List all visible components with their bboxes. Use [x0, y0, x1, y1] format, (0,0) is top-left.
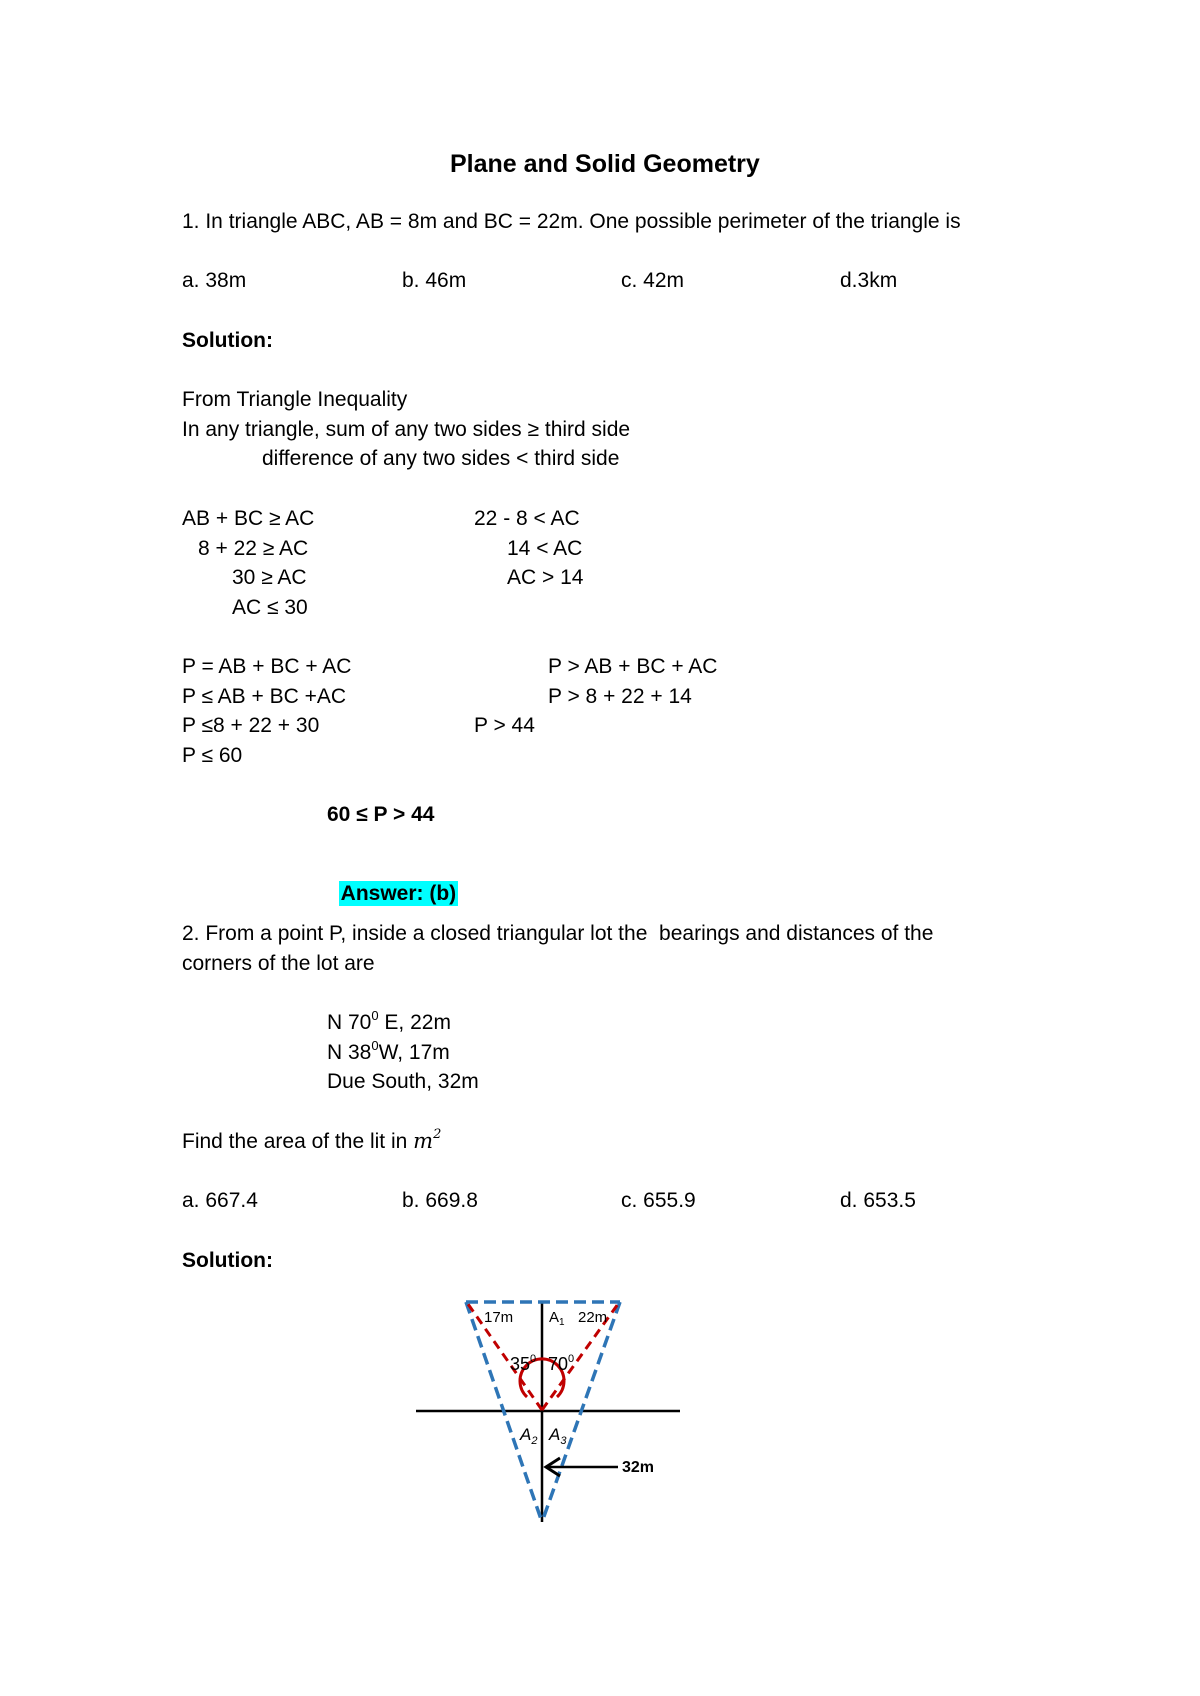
q1-right-step: 14 < AC	[507, 537, 583, 560]
q2-solution-label: Solution:	[182, 1249, 273, 1272]
q1-p-right: P > AB + BC + AC	[548, 655, 718, 678]
q1-choice-d: d.3km	[840, 269, 898, 292]
question-2-text: 2. From a point P, inside a closed triangular lot the bearings and distances of the	[182, 922, 934, 945]
label-17m: 17m	[484, 1309, 514, 1326]
q2-choice-b: b. 669.8	[402, 1189, 478, 1212]
q2-find-area: Find the area of the lit in $m^2$	[182, 1127, 442, 1153]
q1-right-step: AC > 14	[507, 566, 584, 589]
q2-choice-a: a. 667.4	[182, 1189, 258, 1212]
label-32m: 32m	[622, 1459, 655, 1476]
m-squared: $m^2$	[413, 1127, 442, 1153]
q1-left-step: AC ≤ 30	[232, 596, 308, 619]
q1-p-left: P = AB + BC + AC	[182, 655, 352, 678]
q1-choice-a: a. 38m	[182, 269, 247, 292]
q1-right-step: 22 - 8 < AC	[474, 507, 580, 530]
q1-choice-b: b. 46m	[402, 269, 467, 292]
q1-line-sum: In any triangle, sum of any two sides ≥ third side	[182, 418, 631, 441]
q1-line-inequality: From Triangle Inequality	[182, 388, 408, 411]
q2-bearing-1: N $70^0$ E, 22m	[327, 1008, 451, 1034]
q2-bearing-3: Due South, 32m	[327, 1070, 479, 1093]
q2-choice-c: c. 655.9	[621, 1189, 696, 1212]
q1-left-step: AB + BC ≥ AC	[182, 507, 315, 530]
answer-highlight: Answer: (b)	[340, 882, 457, 905]
question-1-text: 1. In triangle ABC, AB = 8m and BC = 22m. One possible perimeter of the triangle is	[182, 210, 961, 233]
q1-p-left: P ≤ AB + BC +AC	[182, 685, 347, 708]
label-a2: $A_2$	[520, 1425, 538, 1447]
label-a1: $A_1$	[549, 1309, 565, 1328]
q1-choice-c: c. 42m	[621, 269, 685, 292]
q1-solution-label: Solution:	[182, 329, 273, 352]
q2-choice-d: d. 653.5	[840, 1189, 916, 1212]
q1-result: 60 ≤ P > 44	[327, 803, 435, 826]
label-a3: $A_3$	[549, 1425, 567, 1447]
q1-p-left: P ≤ 60	[182, 744, 243, 767]
q1-p-right: P > 44	[474, 714, 535, 737]
q2-bearing-2: N $38^0W$, 17m	[327, 1038, 450, 1064]
label-22m: 22m	[578, 1309, 608, 1326]
question-2-text-cont: corners of the lot are	[182, 952, 375, 975]
q1-left-step: 30 ≥ AC	[232, 566, 307, 589]
q1-p-right: P > 8 + 22 + 14	[548, 685, 692, 708]
angle-70: $70^0$	[548, 1353, 575, 1374]
q1-left-step: 8 + 22 ≥ AC	[198, 537, 309, 560]
q1-line-difference: difference of any two sides < third side	[262, 447, 620, 470]
q1-p-left: P ≤8 + 22 + 30	[182, 714, 320, 737]
page-title: Plane and Solid Geometry	[450, 150, 760, 178]
angle-35: $35^0$	[510, 1353, 537, 1374]
